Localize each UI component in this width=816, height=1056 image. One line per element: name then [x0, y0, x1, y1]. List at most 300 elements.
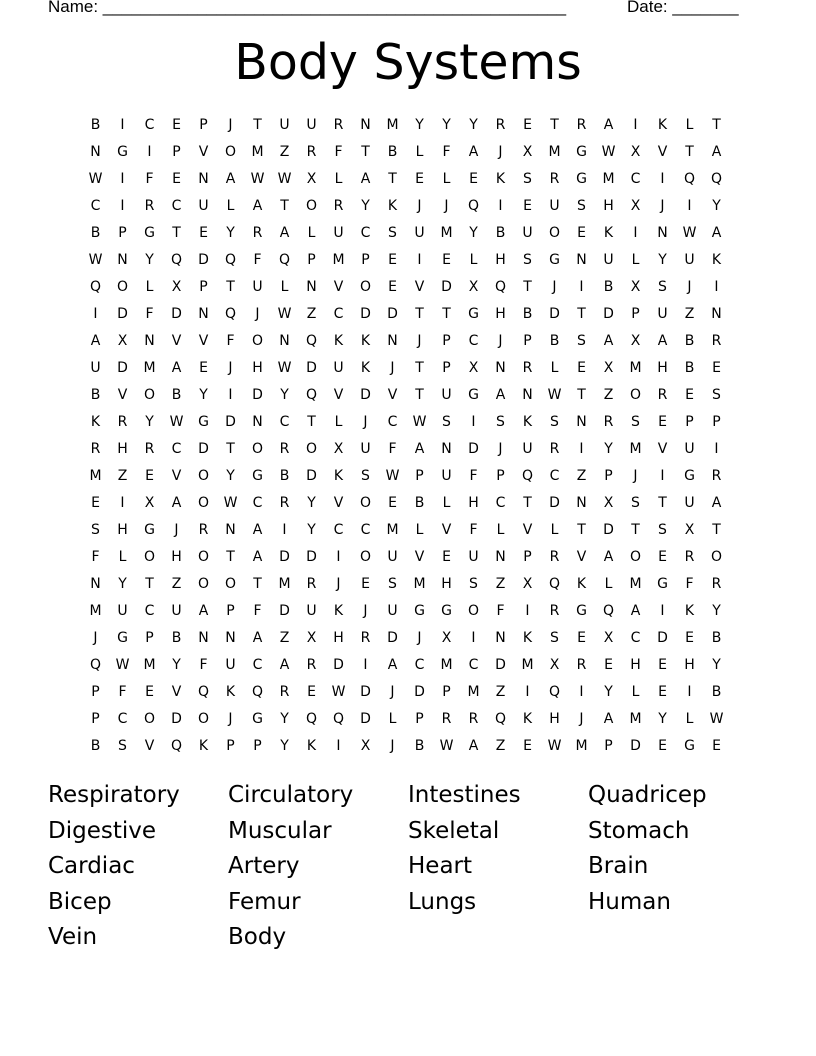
grid-letter: K	[306, 738, 317, 754]
grid-letter: R	[711, 333, 722, 349]
grid-letter: L	[685, 711, 694, 727]
grid-letter: Y	[118, 576, 127, 592]
grid-letter: N	[522, 387, 533, 403]
grid-letter: R	[306, 144, 317, 160]
grid-letter: K	[333, 333, 344, 349]
grid-letter: W	[277, 171, 292, 187]
grid-letter: U	[333, 360, 344, 376]
grid-letter: O	[467, 603, 480, 619]
word-list-item: Cardiac	[48, 853, 135, 880]
grid-letter: W	[682, 225, 697, 241]
grid-letter: D	[117, 306, 128, 322]
grid-letter: C	[360, 225, 371, 241]
grid-letter: D	[360, 711, 371, 727]
grid-letter: T	[388, 171, 397, 187]
grid-letter: P	[145, 630, 154, 646]
grid-letter: E	[523, 738, 532, 754]
grid-letter: Q	[305, 387, 318, 403]
grid-row	[82, 490, 730, 517]
grid-letter: W	[250, 171, 265, 187]
grid-letter: D	[333, 657, 344, 673]
grid-letter: S	[523, 252, 532, 268]
grid-row	[82, 706, 730, 733]
word-list-item: Respiratory	[48, 782, 180, 808]
grid-letter: L	[388, 711, 397, 727]
grid-letter: L	[118, 549, 127, 565]
grid-letter: I	[120, 171, 125, 187]
grid-letter: X	[144, 495, 155, 511]
grid-row	[82, 598, 730, 625]
grid-letter: X	[360, 738, 371, 754]
grid-letter: A	[603, 333, 614, 349]
grid-letter: Y	[280, 387, 289, 403]
grid-letter: H	[252, 360, 263, 376]
grid-row	[82, 274, 730, 301]
grid-letter: G	[198, 414, 209, 430]
grid-letter: L	[496, 522, 505, 538]
grid-letter: E	[172, 117, 181, 133]
grid-letter: P	[361, 252, 370, 268]
grid-letter: S	[550, 414, 559, 430]
grid-letter: L	[550, 522, 559, 538]
grid-letter: Q	[224, 252, 237, 268]
grid-letter: M	[575, 738, 588, 754]
grid-letter: F	[145, 171, 154, 187]
grid-letter: O	[359, 549, 372, 565]
grid-letter: U	[468, 549, 479, 565]
grid-letter: V	[333, 387, 344, 403]
grid-letter: R	[279, 441, 290, 457]
grid-letter: G	[117, 144, 128, 160]
grid-letter: R	[576, 657, 587, 673]
grid-letter: J	[444, 198, 449, 214]
grid-letter: A	[495, 387, 506, 403]
grid-letter: O	[197, 576, 210, 592]
grid-letter: U	[522, 441, 533, 457]
grid-row	[82, 544, 730, 571]
grid-letter: P	[226, 603, 235, 619]
grid-letter: B	[684, 333, 695, 349]
grid-letter: S	[118, 738, 127, 754]
grid-letter: E	[577, 630, 586, 646]
grid-letter: F	[685, 576, 694, 592]
grid-letter: P	[415, 711, 424, 727]
grid-letter: Q	[494, 711, 507, 727]
grid-row	[82, 247, 730, 274]
grid-letter: R	[360, 630, 371, 646]
grid-letter: Q	[89, 657, 102, 673]
grid-letter: W	[709, 711, 724, 727]
grid-letter: G	[468, 306, 479, 322]
grid-letter: F	[442, 144, 451, 160]
grid-letter: G	[441, 603, 452, 619]
grid-letter: L	[226, 198, 235, 214]
grid-letter: B	[171, 630, 182, 646]
grid-letter: I	[660, 171, 665, 187]
grid-letter: G	[252, 711, 263, 727]
grid-letter: U	[441, 387, 452, 403]
grid-letter: C	[252, 495, 263, 511]
grid-letter: I	[633, 117, 638, 133]
grid-letter: X	[522, 144, 533, 160]
grid-letter: T	[226, 549, 235, 565]
grid-letter: L	[334, 171, 343, 187]
grid-letter: N	[198, 630, 209, 646]
grid-letter: T	[415, 387, 424, 403]
grid-letter: Z	[279, 144, 290, 160]
grid-row	[82, 301, 730, 328]
grid-letter: B	[90, 738, 101, 754]
grid-letter: T	[226, 279, 235, 295]
grid-letter: W	[169, 414, 184, 430]
grid-letter: R	[522, 360, 533, 376]
grid-letter: L	[145, 279, 154, 295]
grid-letter: O	[143, 549, 156, 565]
grid-letter: O	[197, 495, 210, 511]
grid-letter: X	[468, 360, 479, 376]
grid-letter: F	[388, 441, 397, 457]
grid-letter: W	[385, 468, 400, 484]
grid-letter: I	[363, 657, 368, 673]
grid-letter: S	[712, 387, 721, 403]
grid-letter: R	[657, 387, 668, 403]
grid-letter: T	[253, 117, 262, 133]
grid-letter: G	[144, 225, 155, 241]
grid-letter: S	[361, 468, 370, 484]
grid-letter: A	[360, 171, 371, 187]
grid-letter: E	[712, 360, 721, 376]
grid-letter: D	[198, 441, 209, 457]
word-list-item: Digestive	[48, 817, 157, 844]
grid-row	[82, 517, 730, 544]
grid-letter: W	[277, 306, 292, 322]
grid-letter: E	[361, 576, 370, 592]
grid-letter: K	[360, 360, 371, 376]
grid-letter: R	[549, 171, 560, 187]
grid-letter: P	[415, 468, 424, 484]
grid-letter: J	[417, 198, 422, 214]
grid-letter: C	[90, 198, 101, 214]
grid-letter: A	[198, 603, 209, 619]
date-field: Date: _______	[627, 0, 739, 16]
word-list-item: Human	[588, 888, 671, 915]
grid-letter: M	[413, 576, 426, 592]
grid-letter: E	[388, 279, 397, 295]
grid-letter: U	[522, 225, 533, 241]
grid-letter: J	[228, 711, 233, 727]
grid-letter: J	[174, 522, 179, 538]
word-list-item: Femur	[228, 888, 301, 915]
grid-letter: S	[388, 225, 397, 241]
word-search-grid	[82, 112, 730, 760]
grid-letter: L	[442, 495, 451, 511]
grid-letter: A	[279, 225, 290, 241]
grid-letter: Y	[469, 117, 478, 133]
grid-letter: L	[442, 171, 451, 187]
grid-letter: E	[685, 387, 694, 403]
grid-letter: Y	[145, 252, 154, 268]
grid-letter: A	[657, 333, 668, 349]
grid-letter: P	[226, 738, 235, 754]
grid-letter: U	[441, 468, 452, 484]
grid-letter: X	[603, 630, 614, 646]
grid-letter: V	[171, 684, 182, 700]
grid-letter: M	[332, 252, 345, 268]
grid-letter: D	[387, 306, 398, 322]
grid-letter: I	[498, 198, 503, 214]
grid-letter: X	[117, 333, 128, 349]
grid-letter: M	[467, 684, 480, 700]
grid-letter: K	[657, 117, 668, 133]
grid-letter: P	[442, 360, 451, 376]
grid-letter: S	[388, 576, 397, 592]
grid-letter: H	[657, 360, 668, 376]
grid-letter: C	[630, 630, 641, 646]
grid-letter: V	[171, 333, 182, 349]
grid-letter: M	[602, 171, 615, 187]
grid-letter: M	[89, 468, 102, 484]
grid-letter: U	[225, 657, 236, 673]
grid-row	[82, 112, 730, 139]
grid-letter: B	[684, 360, 695, 376]
grid-row	[82, 382, 730, 409]
grid-letter: B	[711, 630, 722, 646]
grid-letter: Z	[279, 630, 290, 646]
grid-letter: X	[630, 333, 641, 349]
grid-letter: S	[631, 414, 640, 430]
grid-letter: R	[279, 684, 290, 700]
grid-letter: G	[414, 603, 425, 619]
grid-letter: E	[658, 414, 667, 430]
grid-row	[82, 166, 730, 193]
grid-letter: Q	[467, 198, 480, 214]
grid-letter: X	[684, 522, 695, 538]
grid-letter: J	[336, 576, 341, 592]
grid-letter: U	[306, 603, 317, 619]
grid-letter: M	[629, 711, 642, 727]
grid-letter: Q	[170, 738, 183, 754]
grid-letter: S	[658, 522, 667, 538]
grid-letter: G	[684, 468, 695, 484]
grid-letter: Y	[604, 684, 613, 700]
word-list-item: Circulatory	[228, 782, 354, 808]
grid-letter: B	[171, 387, 182, 403]
grid-letter: T	[685, 144, 694, 160]
grid-letter: Q	[548, 684, 561, 700]
grid-letter: M	[89, 603, 102, 619]
grid-letter: B	[279, 468, 290, 484]
grid-letter: P	[118, 225, 127, 241]
grid-letter: R	[711, 576, 722, 592]
grid-letter: J	[498, 144, 503, 160]
grid-letter: K	[522, 630, 533, 646]
grid-row	[82, 625, 730, 652]
grid-letter: Q	[305, 333, 318, 349]
word-list-item: Bicep	[48, 888, 112, 915]
grid-row	[82, 463, 730, 490]
grid-letter: P	[604, 738, 613, 754]
grid-letter: W	[547, 738, 562, 754]
grid-letter: E	[145, 684, 154, 700]
grid-letter: E	[145, 468, 154, 484]
grid-letter: D	[279, 603, 290, 619]
grid-letter: P	[91, 684, 100, 700]
grid-letter: E	[712, 738, 721, 754]
grid-letter: U	[684, 441, 695, 457]
grid-letter: Q	[494, 279, 507, 295]
grid-letter: D	[198, 252, 209, 268]
grid-letter: I	[714, 441, 719, 457]
grid-letter: O	[629, 387, 642, 403]
grid-letter: F	[91, 549, 100, 565]
grid-letter: Y	[226, 225, 235, 241]
grid-letter: A	[468, 144, 479, 160]
grid-letter: L	[280, 279, 289, 295]
grid-letter: U	[360, 441, 371, 457]
grid-letter: G	[468, 387, 479, 403]
grid-letter: U	[657, 306, 668, 322]
grid-letter: S	[442, 414, 451, 430]
grid-letter: X	[603, 360, 614, 376]
grid-letter: R	[684, 549, 695, 565]
grid-letter: K	[522, 414, 533, 430]
grid-letter: D	[117, 360, 128, 376]
grid-row	[82, 355, 730, 382]
grid-letter: I	[660, 468, 665, 484]
grid-letter: F	[334, 144, 343, 160]
grid-letter: C	[252, 657, 263, 673]
grid-letter: I	[714, 279, 719, 295]
grid-letter: I	[525, 684, 530, 700]
grid-letter: C	[333, 306, 344, 322]
grid-letter: V	[333, 495, 344, 511]
grid-letter: P	[442, 333, 451, 349]
grid-letter: Z	[576, 468, 587, 484]
grid-letter: T	[523, 495, 532, 511]
grid-letter: S	[469, 576, 478, 592]
grid-letter: N	[657, 225, 668, 241]
grid-letter: O	[197, 711, 210, 727]
grid-letter: N	[576, 252, 587, 268]
grid-letter: P	[631, 306, 640, 322]
grid-letter: Y	[199, 387, 208, 403]
grid-letter: E	[388, 495, 397, 511]
grid-letter: U	[90, 360, 101, 376]
grid-letter: E	[577, 225, 586, 241]
grid-letter: A	[252, 630, 263, 646]
grid-letter: W	[88, 171, 103, 187]
grid-letter: T	[577, 387, 586, 403]
grid-letter: G	[684, 738, 695, 754]
grid-letter: K	[360, 333, 371, 349]
grid-letter: B	[414, 738, 425, 754]
grid-letter: G	[117, 630, 128, 646]
grid-letter: D	[306, 360, 317, 376]
grid-letter: I	[228, 387, 233, 403]
grid-letter: G	[576, 603, 587, 619]
grid-letter: R	[576, 117, 587, 133]
grid-letter: T	[172, 225, 181, 241]
grid-letter: Y	[361, 198, 370, 214]
grid-letter: R	[549, 441, 560, 457]
grid-letter: E	[658, 657, 667, 673]
grid-letter: M	[629, 441, 642, 457]
grid-letter: C	[495, 495, 506, 511]
word-list-item: Vein	[48, 924, 98, 951]
grid-letter: Y	[307, 522, 316, 538]
grid-letter: T	[442, 306, 451, 322]
grid-letter: E	[658, 738, 667, 754]
grid-letter: T	[253, 576, 262, 592]
grid-letter: D	[306, 549, 317, 565]
grid-letter: I	[471, 630, 476, 646]
grid-letter: J	[390, 738, 395, 754]
grid-letter: M	[521, 657, 534, 673]
grid-letter: Q	[710, 171, 723, 187]
grid-letter: M	[278, 576, 291, 592]
grid-letter: F	[226, 333, 235, 349]
grid-letter: C	[468, 333, 479, 349]
word-list-item: Brain	[588, 853, 649, 880]
grid-letter: K	[711, 252, 722, 268]
grid-letter: P	[685, 414, 694, 430]
grid-letter: I	[147, 144, 152, 160]
grid-letter: Y	[280, 738, 289, 754]
grid-letter: J	[255, 306, 260, 322]
grid-letter: V	[441, 522, 452, 538]
grid-letter: A	[171, 360, 182, 376]
grid-letter: D	[549, 495, 560, 511]
grid-letter: O	[305, 441, 318, 457]
grid-letter: N	[387, 333, 398, 349]
word-list-item: Intestines	[408, 782, 521, 808]
grid-letter: H	[495, 306, 506, 322]
grid-letter: Y	[712, 198, 721, 214]
grid-letter: U	[171, 603, 182, 619]
grid-letter: E	[307, 684, 316, 700]
grid-letter: M	[251, 144, 264, 160]
grid-letter: D	[360, 684, 371, 700]
grid-letter: U	[333, 225, 344, 241]
grid-letter: L	[631, 684, 640, 700]
grid-letter: E	[442, 549, 451, 565]
grid-letter: R	[549, 603, 560, 619]
grid-letter: X	[549, 657, 560, 673]
grid-letter: K	[387, 198, 398, 214]
grid-letter: O	[629, 549, 642, 565]
grid-letter: W	[331, 684, 346, 700]
grid-letter: D	[414, 684, 425, 700]
grid-letter: T	[577, 522, 586, 538]
grid-letter: J	[363, 414, 368, 430]
grid-letter: H	[549, 711, 560, 727]
grid-letter: O	[224, 576, 237, 592]
grid-letter: R	[441, 711, 452, 727]
grid-letter: D	[657, 630, 668, 646]
grid-letter: D	[468, 441, 479, 457]
grid-letter: R	[495, 117, 506, 133]
word-list-item: Artery	[228, 853, 300, 880]
grid-letter: X	[630, 144, 641, 160]
grid-letter: A	[711, 144, 722, 160]
grid-letter: O	[359, 279, 372, 295]
grid-letter: U	[684, 252, 695, 268]
grid-letter: M	[440, 225, 453, 241]
grid-letter: J	[228, 117, 233, 133]
grid-letter: G	[549, 252, 560, 268]
grid-letter: Y	[604, 441, 613, 457]
grid-letter: D	[441, 279, 452, 295]
